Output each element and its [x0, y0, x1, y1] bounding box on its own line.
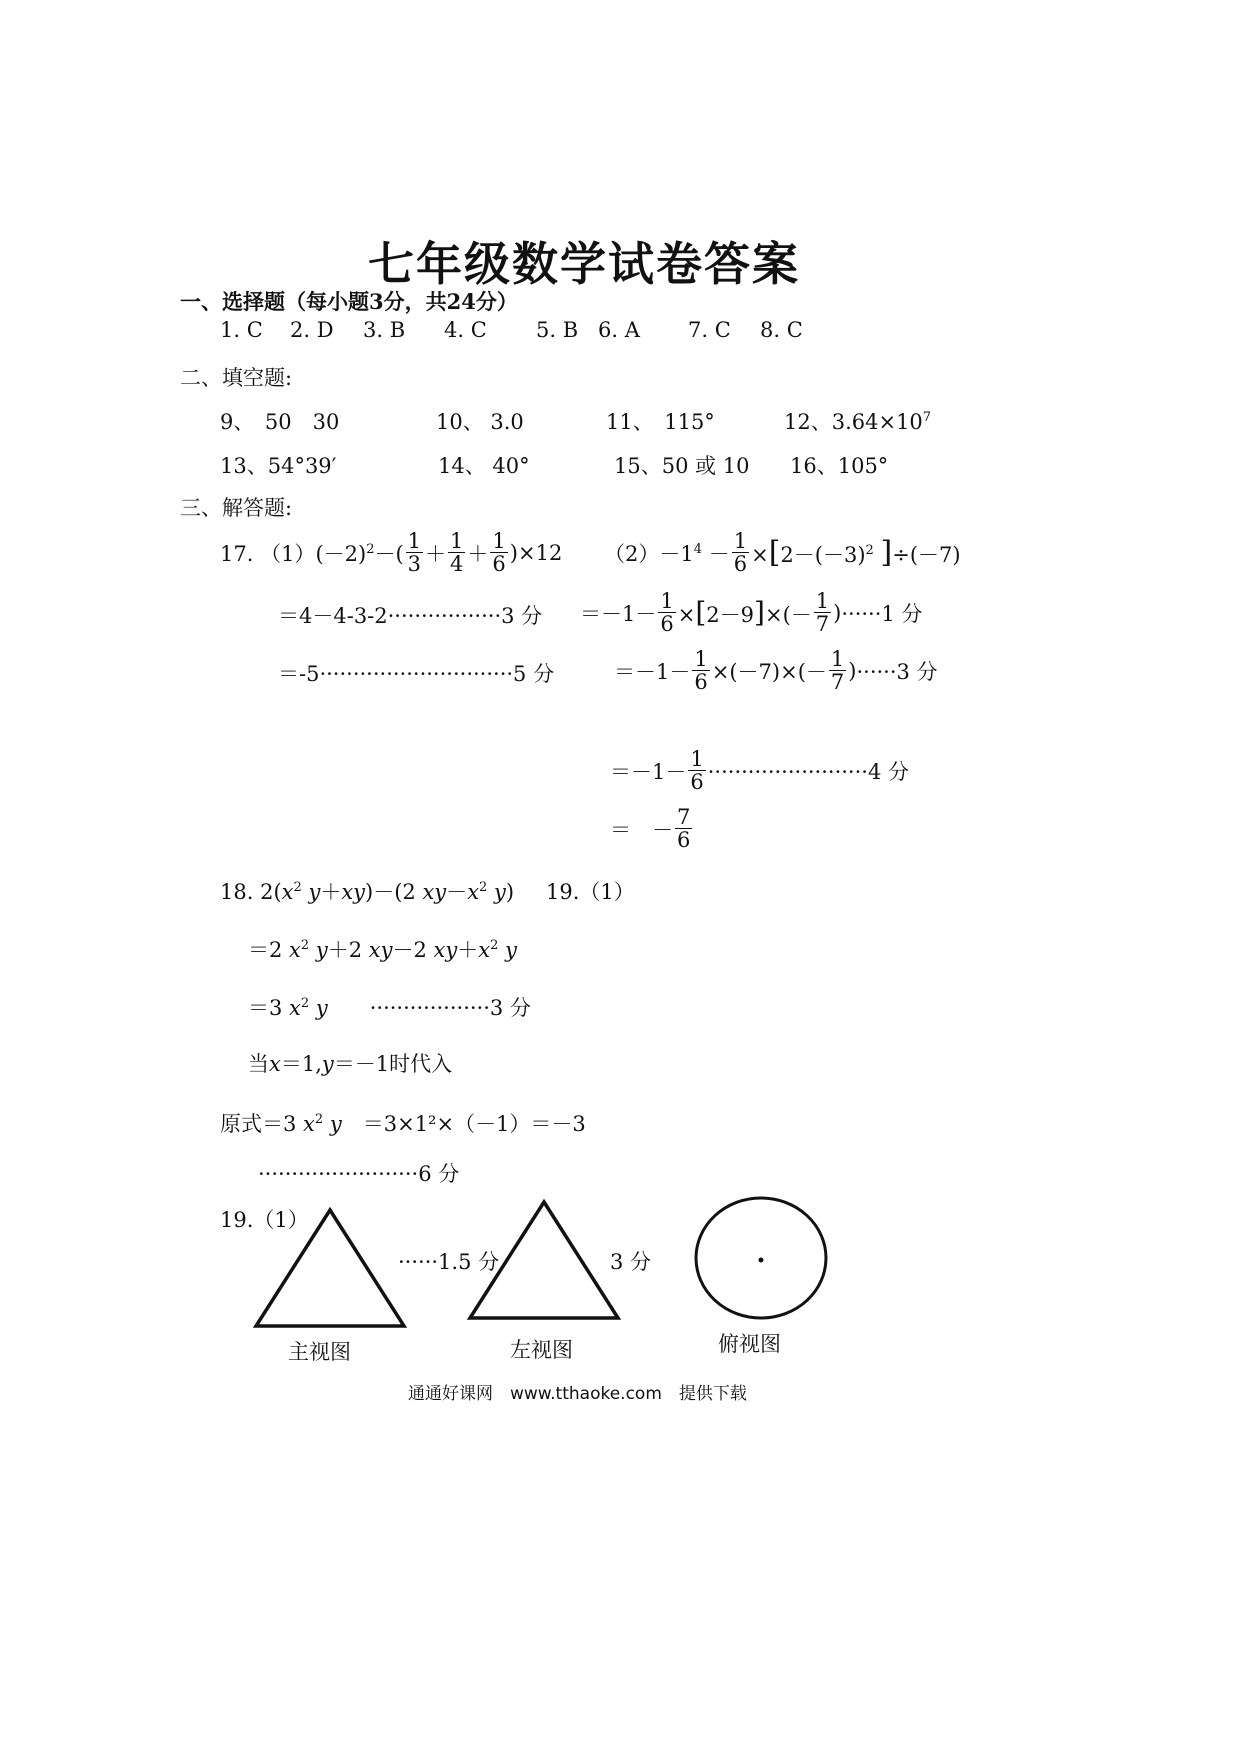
- answer-8: 8. C: [760, 318, 803, 342]
- q19-score-2: 3 分: [610, 1250, 652, 1274]
- q18-score6: ························6 分: [258, 1162, 460, 1186]
- q17-part2-step2: ＝－1－ $\frac{1}{6}$ ×(－7)×(－ $\frac{1}{7}$ ) ······3 分: [614, 647, 938, 695]
- q17-part2-step1: ＝－1－ $\frac{1}{6}$ ×[2－9]×(－ $\frac{1}{7}$ ) ······1 分: [580, 589, 923, 637]
- q18-step1: ＝2 $x^2$ y＋2 xy－2 $xy+x^2$ y: [248, 938, 517, 962]
- fill-13: 13、54°39′: [220, 454, 337, 478]
- q17-part2-score2: ······3 分: [856, 659, 938, 684]
- caption-front-view: 主视图: [288, 1340, 351, 1364]
- q17-part1-expression: 17. （1） $(-2)^2-$( $\frac{1}{3}$ ＋ $\frac{1}{4}$ ＋ $\frac{1}{6}$ )×12: [220, 529, 563, 577]
- answer-5: 5. B: [536, 318, 579, 342]
- fill-9: 9、 50 30: [220, 410, 340, 434]
- q18-original: 原式＝3 $x^2$ y ＝3×1²×（－1）＝－3: [220, 1112, 586, 1136]
- page-title: 七年级数学试卷答案: [368, 237, 800, 291]
- q19-label-top: 19.（1）: [546, 880, 635, 904]
- fill-15: 15、50 或 10: [614, 454, 750, 478]
- q17-part2-result: ＝ － $\frac{7}{6}$: [610, 805, 691, 853]
- q18-score3: ··················3 分: [369, 996, 531, 1020]
- answer-2: 2. D: [290, 318, 334, 342]
- answer-6: 6. A: [598, 318, 640, 342]
- q18-expression: 18. $2(x^2$ y＋xy)－(2 $xy-x^2$ y): [220, 880, 515, 904]
- section-heading-fill: 二、填空题:: [180, 366, 293, 390]
- answer-7: 7. C: [688, 318, 731, 342]
- fill-14: 14、 40°: [438, 454, 530, 478]
- q17-label: 17. （1）: [220, 541, 316, 566]
- answer-4: 4. C: [444, 318, 487, 342]
- q17-part2-label: （2）: [604, 541, 660, 566]
- q18-label: 18.: [220, 880, 254, 904]
- front-view-triangle: [250, 1200, 410, 1330]
- answer-3: 3. B: [363, 318, 406, 342]
- q18-result: ＝3×1²×（－1）＝－3: [362, 1112, 586, 1136]
- q17-part1-step2: ＝-5·····························5 分: [278, 662, 555, 686]
- q17-part2-score3: ························4 分: [707, 759, 909, 784]
- top-view-circle: [690, 1192, 832, 1324]
- footer-text: 通通好课网 www.tthaoke.com 提供下载: [408, 1384, 747, 1404]
- fill-16: 16、105°: [790, 454, 889, 478]
- fill-12: 12、$3.64\times 10^7$: [784, 410, 932, 434]
- section-heading-solve: 三、解答题:: [180, 496, 293, 520]
- q18-substitute: 当x＝1,y＝－1时代入: [248, 1052, 453, 1076]
- section-heading-choice: 一、选择题（每小题3分，共24分）: [180, 289, 518, 314]
- q19-score-1: ······1.5 分: [398, 1250, 500, 1274]
- q17-part1-step1: ＝4－4-3-2·················3 分: [278, 604, 543, 628]
- answer-1: 1. C: [220, 318, 263, 342]
- caption-left-view: 左视图: [510, 1338, 573, 1362]
- left-view-triangle: [464, 1194, 624, 1324]
- q17-part2-step3: ＝－1－ $\frac{1}{6}$ ························4 分: [610, 747, 909, 795]
- q19-label: 19.（1）: [220, 1208, 309, 1232]
- q17-part2-score1: ······1 分: [841, 601, 923, 626]
- q18-step2: ＝3 $x^2$ y ··················3 分: [248, 996, 531, 1020]
- fill-11: 11、 115°: [606, 410, 715, 434]
- q17-part2-expression: （2） $-1^4$ － $\frac{1}{6}$ $\times[2-(-3)^2$ ]÷(－7): [604, 529, 961, 577]
- fill-10: 10、 3.0: [436, 410, 524, 434]
- caption-top-view: 俯视图: [718, 1332, 781, 1356]
